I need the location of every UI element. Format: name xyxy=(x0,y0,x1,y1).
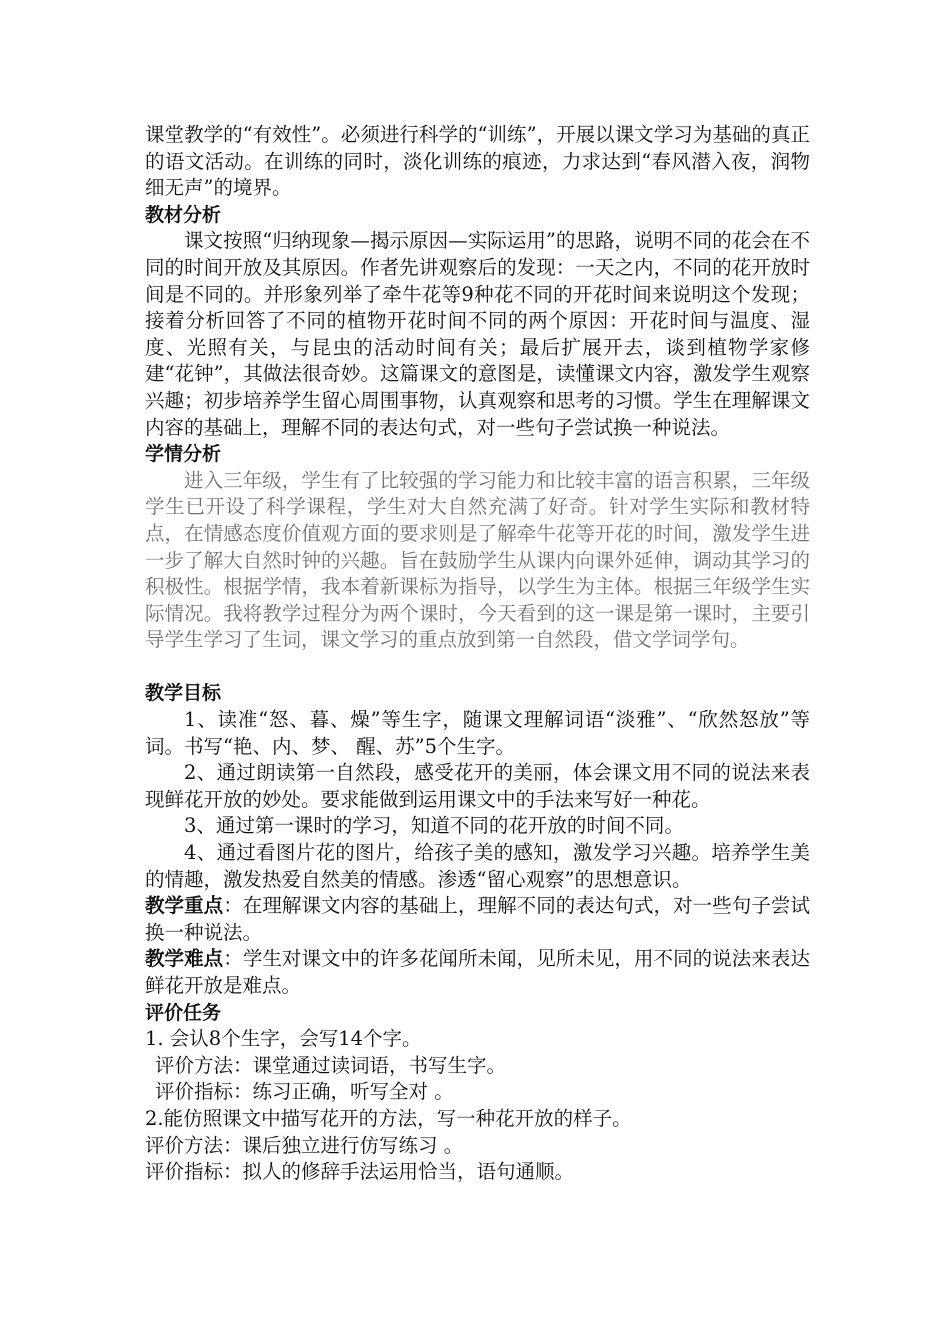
intro-paragraph: 课堂教学的“有效性”。必须进行科学的“训练”，开展以课文学习为基础的真正的语文活动。在训练的同时，淡化训练的痕迹，力求达到“春风潜入夜，润物细无声”的境界。 xyxy=(145,123,810,200)
evaluation-line: 评价方法：课后独立进行仿写练习 。 xyxy=(145,1133,464,1157)
evaluation-line: 2.能仿照课文中描写花开的方法，写一种花开放的样子。 xyxy=(145,1106,632,1130)
student-analysis-heading: 学情分析 xyxy=(145,443,222,466)
objectives-heading: 教学目标 xyxy=(145,682,222,705)
key-point-colon: ： xyxy=(223,894,243,918)
evaluation-line: 评价指标：拟人的修辞手法运用恰当，语句通顺。 xyxy=(145,1160,575,1184)
objective-item: 3、通过第一课时的学习，知道不同的花开放的时间不同。 xyxy=(184,814,684,838)
evaluation-line: 评价方法：课堂通过读词语，书写生字。 xyxy=(155,1053,507,1077)
key-point-paragraph xyxy=(145,893,810,946)
evaluation-heading: 评价任务 xyxy=(145,1001,222,1024)
difficulty-colon: ： xyxy=(223,947,243,971)
blank-line xyxy=(145,654,810,681)
document-body xyxy=(145,122,810,1186)
key-point-text: 在理解课文内容的基础上，理解不同的表达句式，对一些句子尝试换一种说法。 xyxy=(145,894,810,944)
difficulty-label: 教学难点 xyxy=(145,947,224,971)
objective-item: 4、通过看图片花的图片，给孩子美的感知，激发学习兴趣。培养学生美的情趣，激发热爱自然美的情感。渗透“留心观察”的思想意识。 xyxy=(145,841,810,891)
evaluation-line: 评价指标：练习正确，听写全对 。 xyxy=(155,1080,454,1104)
difficulty-paragraph xyxy=(145,946,810,999)
objective-item: 2、通过朗读第一自然段，感受花开的美丽，体会课文用不同的说法来表现鲜花开放的妙处。要求能做到运用课文中的手法来写好一种花。 xyxy=(145,761,810,811)
key-point-label: 教学重点 xyxy=(145,894,224,918)
evaluation-line: 1. 会认8个生字，会写14个字。 xyxy=(145,1027,422,1051)
student-analysis-paragraph: 进入三年级，学生有了比较强的学习能力和比较丰富的语言积累，三年级学生已开设了科学课程，学生对大自然充满了好奇。针对学生实际和教材特点，在情感态度价值观方面的要求则是了解牵牛花等开花的时间，激发学生进一步了解大自然时钟的兴趣。旨在鼓励学生从课内向课外延伸，调动其学习的积极性。根据学情，我本着新课标为指导，以学生为主体。根据三年级学生实际情况。我将教学过程分为两个课时，今天看到的这一课是第一课时，主要引导学生学习了生词，课文学习的重点放到第一自然段，借文学词学句。 xyxy=(145,468,810,652)
textbook-analysis-paragraph: 课文按照“归纳现象—揭示原因—实际运用”的思路，说明不同的花会在不同的时间开放及其原因。作者先讲观察后的发现：一天之内，不同的花开放时间是不同的。并形象列举了牵牛花等9种花不同的开花时间来说明这个发现；接着分析回答了不同的植物开花时间不同的两个原因：开花时间与温度、湿度、光照有关，与昆虫的活动时间有关；最后扩展开去，谈到植物学家修建“花钟”，其做法很奇妙。这篇课文的意图是，读懂课文内容，激发学生观察兴趣；初步培养学生留心周围事物，认真观察和思考的习惯。学生在理解课文内容的基础上，理解不同的表达句式，对一些句子尝试换一种说法。 xyxy=(145,229,810,439)
difficulty-text: 学生对课文中的许多花闻所未闻，见所未见，用不同的说法来表达鲜花开放是难点。 xyxy=(145,947,810,997)
objective-item: 1、读准“怒、暮、燥”等生字，随课文理解词语“淡雅”、“欣然怒放”等词。书写“艳、内、梦、 醒、苏”5个生字。 xyxy=(145,708,810,758)
textbook-analysis-heading: 教材分析 xyxy=(145,203,222,226)
